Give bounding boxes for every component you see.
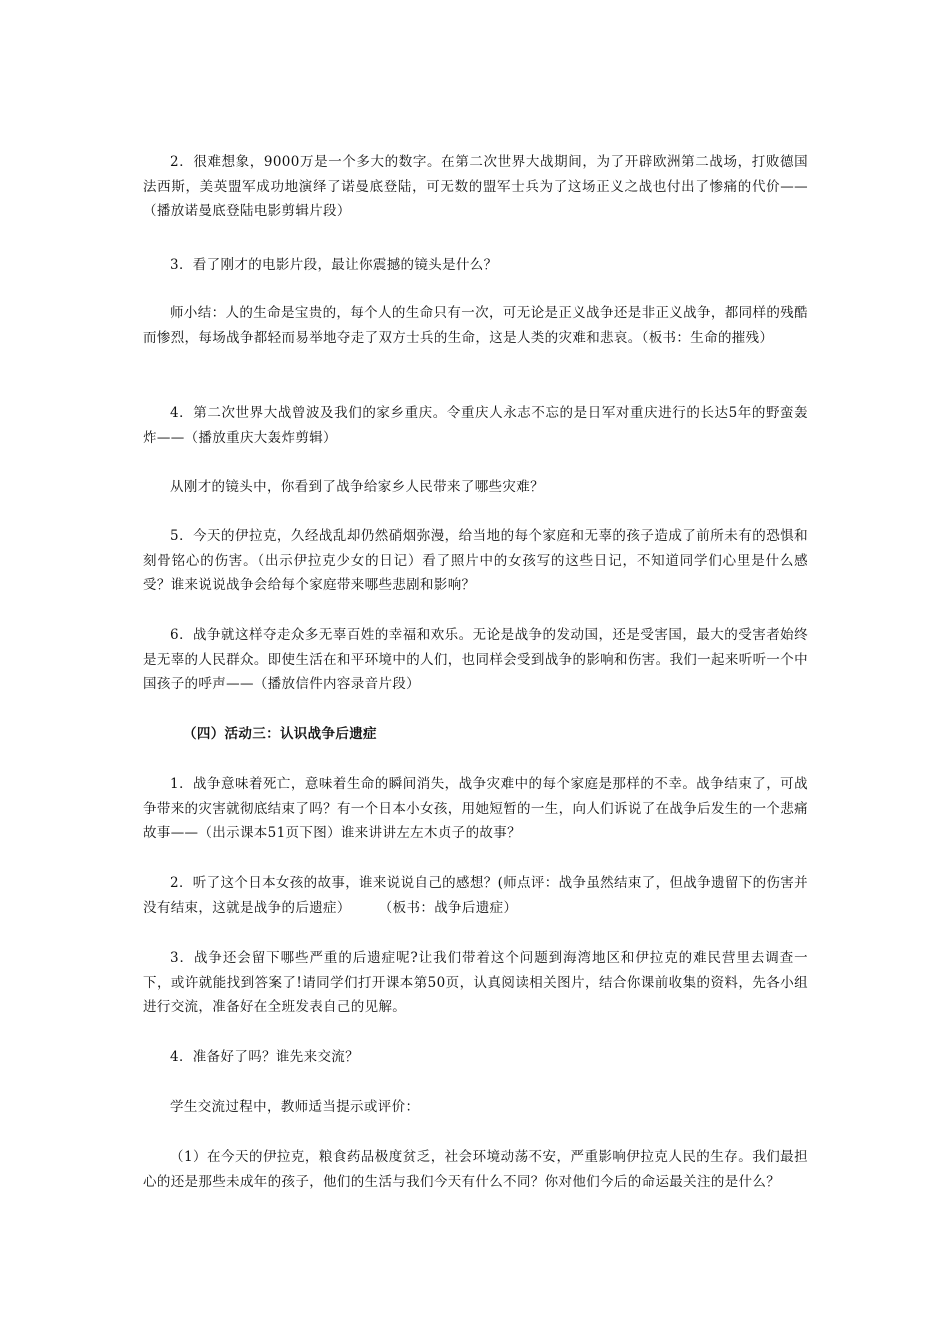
paragraph-1-japanese-girl: 1．战争意味着死亡，意味着生命的瞬间消失，战争灾难中的每个家庭是那样的不幸。战争结束了，可战争带来的灾害就彻底结束了吗？有一个日本小女孩，用她短暂的一生，向人们诉说了在战争后发生的一个悲痛故事——（出示课本51页下图）谁来讲讲左左木贞子的故事？	[143, 776, 808, 841]
paragraph-hometown-question: 从刚才的镜头中，你看到了战争给家乡人民带来了哪些灾难？	[170, 479, 544, 495]
paragraph-2-normandy: 2．很难想象，9000万是一个多大的数字。在第二次世界大战期间，为了开辟欧洲第二战场，打败德国法西斯，美英盟军成功地演绎了诺曼底登陆，可无数的盟军士兵为了这场正义之战也付出了惨痛的代价——（播放诺曼底登陆电影剪辑片段）	[143, 154, 808, 219]
paragraph-5-iraq: 5．今天的伊拉克，久经战乱却仍然硝烟弥漫，给当地的每个家庭和无辜的孩子造成了前所未有的恐惧和刻骨铭心的伤害。（出示伊拉克少女的日记）看了照片中的女孩写的这些日记，不知道同学们心里是什么感受？谁来说说战争会给每个家庭带来哪些悲剧和影响？	[143, 528, 808, 593]
paragraph-2-feelings: 2．听了这个日本女孩的故事，谁来说说自己的感想？(师点评：战争虽然结束了，但战争遗留下的伤害并没有结束，这就是战争的后遗症） （板书：战争后遗症）	[143, 875, 808, 916]
paragraph-student-exchange: 学生交流过程中，教师适当提示或评价：	[170, 1099, 420, 1115]
paragraph-3-refugee-camps: 3．战争还会留下哪些严重的后遗症呢?让我们带着这个问题到海湾地区和伊拉克的难民营里去调查一下，或许就能找到答案了!请同学们打开课本第50页，认真阅读相关图片，结合你课前收集的资料，先各小组进行交流，准备好在全班发表自己的见解。	[143, 950, 808, 1015]
section-heading-activity-3: （四）活动三：认识战争后遗症	[183, 726, 377, 742]
paragraph-iraq-children: （1）在今天的伊拉克，粮食药品极度贫乏，社会环境动荡不安，严重影响伊拉克人民的生存。我们最担心的还是那些未成年的孩子，他们的生活与我们今天有什么不同？你对他们今后的命运最关注的是什么？	[143, 1149, 808, 1190]
paragraph-4-ready: 4．准备好了吗？谁先来交流？	[170, 1049, 359, 1065]
paragraph-3-film-question: 3．看了刚才的电影片段，最让你震撼的镜头是什么？	[170, 257, 498, 273]
paragraph-6-civilians: 6．战争就这样夺走众多无辜百姓的幸福和欢乐。无论是战争的发动国，还是受害国，最大的受害者始终是无辜的人民群众。即使生活在和平环境中的人们，也同样会受到战争的影响和伤害。我们一起来听听一个中国孩子的呼声——（播放信件内容录音片段）	[143, 627, 808, 692]
paragraph-teacher-summary: 师小结：人的生命是宝贵的，每个人的生命只有一次，可无论是正义战争还是非正义战争，都同样的残酷而惨烈，每场战争都轻而易举地夺走了双方士兵的生命，这是人类的灾难和悲哀。（板书：生命的摧残）	[143, 305, 808, 346]
paragraph-4-chongqing: 4．第二次世界大战曾波及我们的家乡重庆。令重庆人永志不忘的是日军对重庆进行的长达5年的野蛮轰炸——（播放重庆大轰炸剪辑）	[143, 405, 808, 446]
